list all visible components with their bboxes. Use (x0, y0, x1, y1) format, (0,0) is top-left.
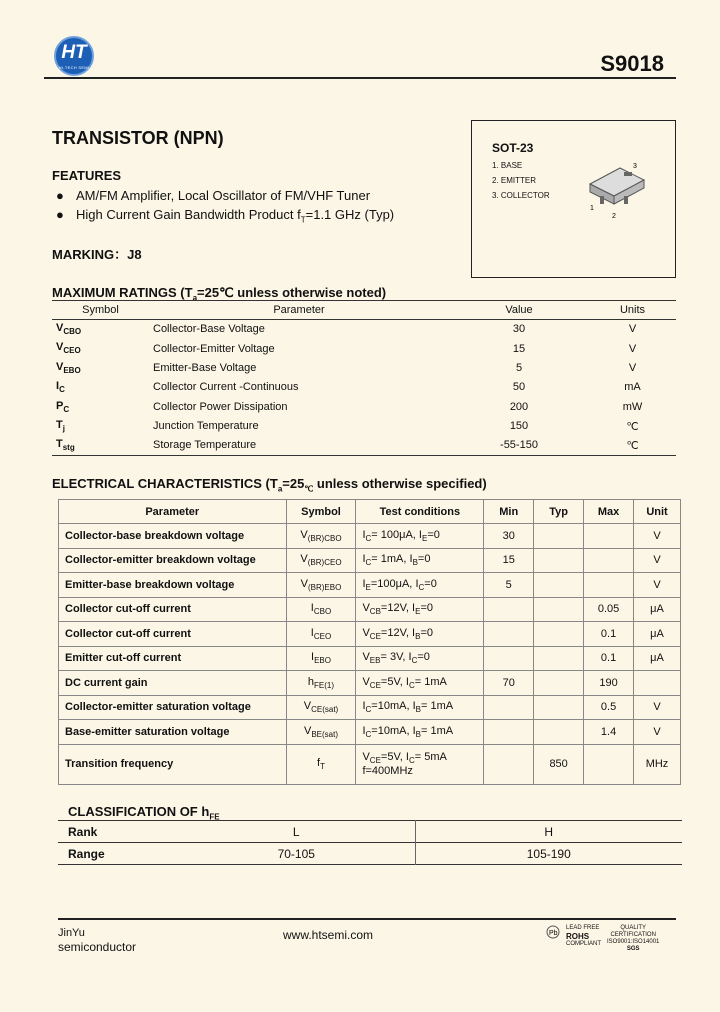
parameter-cell: Base-emitter saturation voltage (59, 720, 287, 745)
pin-3-lead (624, 172, 632, 176)
company-logo (54, 36, 94, 76)
rank-cell: H (415, 821, 682, 843)
parameter-cell: Emitter cut-off current (59, 646, 287, 671)
unit-cell: V (628, 361, 637, 374)
parameter-cell: Collector Power Dissipation (153, 400, 288, 413)
classification-heading: CLASSIFICATION OF $h_{FE}$ (68, 804, 220, 822)
table-row (59, 646, 681, 671)
value-cell: 15 (512, 342, 526, 355)
value-cell: 150 (509, 420, 529, 433)
parameter-cell: Collector cut-off current (59, 622, 287, 647)
min-cell (484, 622, 534, 647)
parameter-cell: Transition frequency (59, 744, 287, 784)
unit-cell: mW (622, 400, 643, 413)
table-row (52, 339, 676, 358)
table-row (59, 744, 681, 784)
unit-cell: ℃ (626, 420, 639, 433)
symbol-cell: $V_{(BR)EBO}$ (286, 573, 356, 598)
table-row (52, 378, 676, 397)
typ-cell (534, 695, 584, 720)
test-conditions-cell: $I_C= 100\mu A$, $I_E=0$ (356, 524, 484, 549)
table-row (52, 397, 676, 416)
parameter-cell: Emitter-base breakdown voltage (59, 573, 287, 598)
unit-cell: V (634, 548, 681, 573)
parameter-cell: DC current gain (59, 671, 287, 696)
unit-cell: mA (624, 381, 641, 394)
max-cell: 0.1 (584, 622, 634, 647)
column-header: Symbol (82, 304, 119, 316)
test-conditions-cell: $V_{CB}=12V$, $I_E=0$ (356, 597, 484, 622)
footer-company: JinYu semiconductor (58, 927, 137, 954)
max-cell (584, 548, 634, 573)
symbol-cell: $f_T$ (286, 744, 356, 784)
min-cell: 70 (484, 671, 534, 696)
max-cell: 190 (584, 671, 634, 696)
page-title: TRANSISTOR (NPN) (52, 128, 224, 148)
parameter-cell: Collector cut-off current (59, 597, 287, 622)
test-conditions-cell: $V_{EB}= 3V$, $I_C=0$ (356, 646, 484, 671)
column-header: Test conditions (356, 500, 484, 524)
sot23-package-icon (580, 158, 650, 220)
symbol-cell: $I_{CBO}$ (286, 597, 356, 622)
symbol-cell: $V_{CEO}$ (56, 341, 81, 356)
column-header: Typ (534, 500, 584, 524)
symbol-cell: $T_{stg}$ (56, 438, 75, 453)
footer-divider (58, 918, 676, 920)
header-divider (44, 77, 676, 79)
min-cell (484, 646, 534, 671)
symbol-cell: $T_j$ (56, 419, 65, 434)
max-cell (584, 573, 634, 598)
test-conditions-cell: $I_C=10mA$, $I_B= 1mA$ (356, 695, 484, 720)
symbol-cell: $I_C$ (56, 380, 65, 395)
max-cell: 0.5 (584, 695, 634, 720)
test-conditions-cell: $V_{CE}=5V$, $I_C= 5mA$ f=400MHz (356, 744, 484, 784)
bullet-icon: ● (56, 188, 64, 203)
max-ratings-heading: MAXIMUM RATINGS ($T_a=25℃$ unless otherwise noted) (52, 285, 387, 303)
value-cell: 5 (515, 361, 523, 374)
symbol-cell: $I_{CEO}$ (286, 622, 356, 647)
typ-cell (534, 646, 584, 671)
min-cell (484, 720, 534, 745)
unit-cell: μA (634, 597, 681, 622)
test-conditions-cell: $V_{CE}=12V$, $I_B=0$ (356, 622, 484, 647)
table-row (59, 573, 681, 598)
symbol-cell: $V_{BE(sat)}$ (286, 720, 356, 745)
symbol-cell: $V_{(BR)CEO}$ (286, 548, 356, 573)
typ-cell (534, 524, 584, 549)
parameter-cell: Collector-Emitter Voltage (153, 342, 275, 355)
parameter-cell: Collector-base breakdown voltage (59, 524, 287, 549)
pin-label: 2. EMITTER (492, 176, 537, 185)
classification-table (58, 820, 682, 865)
pin-number: 3 (633, 163, 637, 170)
unit-cell: V (628, 323, 637, 336)
unit-cell: V (634, 573, 681, 598)
column-header: Unit (634, 500, 681, 524)
range-row (58, 843, 682, 865)
max-ratings-table (52, 300, 676, 456)
rank-cell: L (292, 824, 300, 839)
test-conditions-cell: $I_C=10mA$, $I_B= 1mA$ (356, 720, 484, 745)
range-cell: 70-105 (277, 846, 315, 861)
parameter-cell: Junction Temperature (153, 420, 259, 433)
max-cell: 1.4 (584, 720, 634, 745)
pin-1-lead (600, 196, 604, 204)
rank-label: Rank (68, 824, 98, 839)
svg-text:Pb: Pb (549, 930, 558, 937)
table-header-row (59, 500, 681, 524)
unit-cell: V (634, 524, 681, 549)
lead-free-icon (546, 925, 560, 939)
typ-cell (534, 548, 584, 573)
value-cell: -55-150 (500, 439, 538, 452)
column-header: Units (619, 304, 646, 316)
column-header: Max (584, 500, 634, 524)
table-row (59, 597, 681, 622)
footer-url[interactable]: www.htsemi.com (283, 928, 374, 942)
min-cell (484, 597, 534, 622)
pin-number: 1 (590, 205, 594, 212)
value-cell: 200 (509, 400, 529, 413)
table-row (59, 548, 681, 573)
certification-badges: Pb LEAD FREE ROHS COMPLIANT QUALITY CERTIFICATION ISO9001:ISO14001 SGS (546, 925, 659, 953)
symbol-cell: $V_{EBO}$ (56, 360, 81, 376)
unit-cell: MHz (634, 744, 681, 784)
features-heading: FEATURES (52, 168, 122, 183)
value-cell: 50 (512, 381, 526, 394)
column-header: Min (484, 500, 534, 524)
part-number: S9018 (600, 51, 664, 76)
typ-cell (534, 671, 584, 696)
pin-label: 3. COLLECTOR (492, 191, 550, 200)
max-cell: 0.1 (584, 646, 634, 671)
logo-subtext: HI-TECH SEMI (58, 65, 90, 70)
min-cell (484, 695, 534, 720)
column-header: Value (505, 304, 533, 316)
symbol-cell: $h_{FE(1)}$ (286, 671, 356, 696)
table-row (59, 671, 681, 696)
range-label: Range (68, 846, 105, 861)
value-cell: 30 (512, 323, 526, 336)
electrical-table (58, 499, 681, 785)
pin-number: 2 (612, 213, 616, 220)
test-conditions-cell: $I_E=100\mu A$, $I_C=0$ (356, 573, 484, 598)
max-cell: 0.05 (584, 597, 634, 622)
typ-cell (534, 720, 584, 745)
unit-cell (634, 671, 681, 696)
table-header-row (52, 301, 676, 320)
unit-cell: μA (634, 622, 681, 647)
typ-cell (534, 622, 584, 647)
package-name: SOT-23 (492, 141, 534, 155)
table-row (52, 416, 676, 435)
unit-cell: V (634, 720, 681, 745)
test-conditions-cell: $I_C= 1mA$, $I_B=0$ (356, 548, 484, 573)
unit-cell: V (628, 342, 637, 355)
table-row (59, 622, 681, 647)
parameter-cell: Collector-Base Voltage (153, 323, 265, 336)
rank-row (58, 821, 682, 843)
symbol-cell: $V_{CE(sat)}$ (286, 695, 356, 720)
parameter-cell: Collector Current -Continuous (153, 381, 299, 394)
min-cell (484, 744, 534, 784)
feature-item: ● AM/FM Amplifier, Local Oscillator of FM/VHF Tuner (56, 188, 371, 203)
typ-cell (534, 597, 584, 622)
pin-label: 1. BASE (492, 161, 523, 170)
parameter-cell: Storage Temperature (153, 439, 257, 452)
table-row (59, 524, 681, 549)
typ-cell: 850 (534, 744, 584, 784)
unit-cell: V (634, 695, 681, 720)
range-cell: 105-190 (415, 843, 682, 865)
symbol-cell: $P_C$ (56, 399, 70, 414)
unit-cell: ℃ (626, 439, 639, 452)
unit-cell: μA (634, 646, 681, 671)
table-row (52, 320, 676, 339)
table-row (59, 720, 681, 745)
symbol-cell: $I_{EBO}$ (286, 646, 356, 671)
column-header: Parameter (59, 500, 287, 524)
parameter-cell: Emitter-Base Voltage (153, 361, 257, 374)
electrical-heading: ELECTRICAL CHARACTERISTICS ($T_a=25_℃$ unless otherwise specified) (52, 476, 487, 494)
max-cell (584, 744, 634, 784)
parameter-cell: Collector-emitter saturation voltage (59, 695, 287, 720)
bullet-icon: ● (56, 207, 64, 222)
table-row (52, 436, 676, 455)
max-cell (584, 524, 634, 549)
logo-text: HT (61, 42, 87, 63)
test-conditions-cell: $V_{CE}=5V$, $I_C= 1mA$ (356, 671, 484, 696)
typ-cell (534, 573, 584, 598)
min-cell: 30 (484, 524, 534, 549)
min-cell: 15 (484, 548, 534, 573)
table-row (59, 695, 681, 720)
marking: MARKING：J8 (52, 247, 142, 262)
symbol-cell: $V_{(BR)CBO}$ (286, 524, 356, 549)
symbol-cell: $V_{CBO}$ (56, 322, 82, 337)
column-header: Symbol (286, 500, 356, 524)
feature-item: ● High Current Gain Bandwidth Product $f_T=1.1$ GHz (Typ) (56, 207, 395, 225)
column-header: Parameter (273, 304, 325, 316)
table-row (52, 358, 676, 377)
min-cell: 5 (484, 573, 534, 598)
parameter-cell: Collector-emitter breakdown voltage (59, 548, 287, 573)
pin-2-lead (624, 196, 628, 204)
